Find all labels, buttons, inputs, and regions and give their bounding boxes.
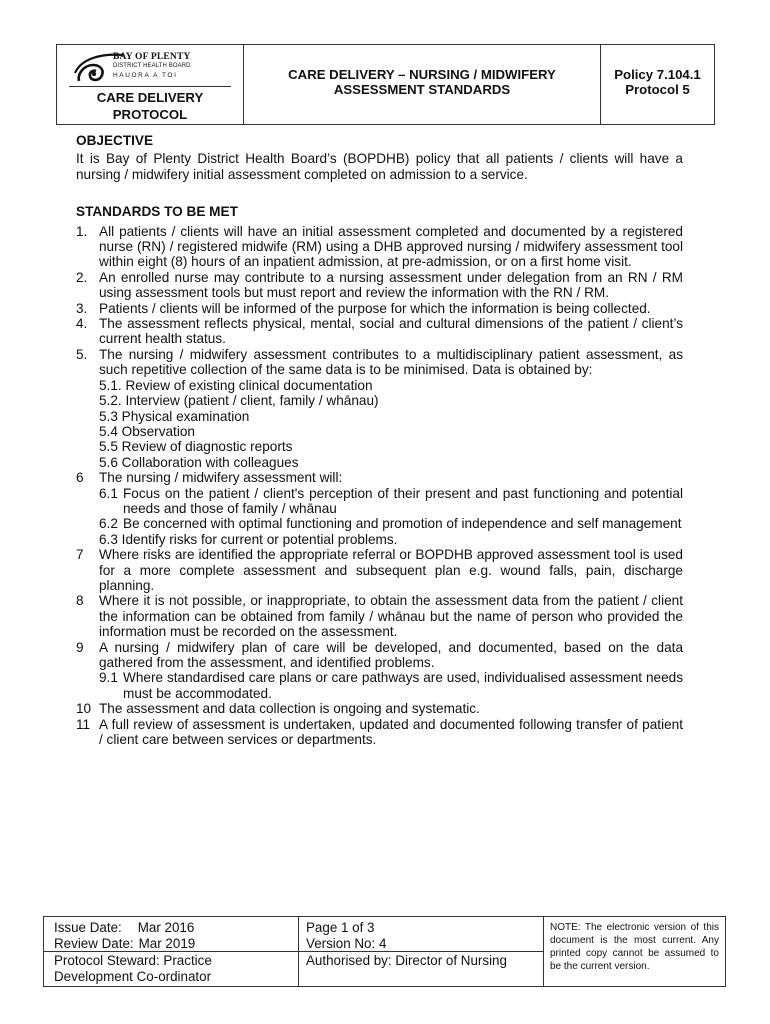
document-title-line-2: ASSESSMENT STANDARDS [333, 82, 511, 97]
sub-item [99, 670, 683, 701]
review-date-value: Mar 2019 [138, 935, 196, 951]
sub-item: 6.3 Identify risks for current or potential problems. [99, 531, 398, 547]
version-number: Version No: 4 [306, 935, 387, 951]
review-date-row [54, 936, 298, 952]
document-title [244, 45, 601, 124]
policy-number: Policy 7.104.1 [614, 67, 701, 82]
logo-line-3: HAUORA A TOI [113, 72, 178, 79]
issue-date-label: Issue Date: [54, 920, 122, 935]
document-title-line-1: CARE DELIVERY – NURSING / MIDWIFERY [288, 67, 556, 82]
logo-line-2: DISTRICT HEALTH BOARD [113, 63, 191, 69]
item-number: 8 [76, 593, 84, 609]
item-text: A nursing / midwifery plan of care will be developed, and documented, based on the data gathered from the assessment, and identified problems. [99, 639, 683, 670]
header-left-cell [57, 45, 244, 124]
footer-dates [44, 917, 298, 951]
item-text: Patients / clients will be informed of the purpose for which the information is being collected. [99, 300, 651, 316]
sub-item-number: 9.1 [99, 670, 118, 686]
footer-note: NOTE: The electronic version of this document is the most current. Any printed copy cannot be assumed to be the current version. [550, 922, 719, 972]
sub-item: 5.2. Interview (patient / client, family / whānau) [99, 393, 379, 409]
sub-item [99, 516, 683, 531]
steward-line-1: Protocol Steward: Practice [54, 953, 212, 968]
footer-steward [44, 951, 298, 984]
item-number: 5. [76, 346, 88, 362]
standards-heading: STANDARDS TO BE MET [76, 204, 238, 220]
item-number: 4. [76, 316, 88, 332]
sub-item: 5.3 Physical examination [99, 408, 250, 424]
item-number: 2. [76, 269, 88, 285]
logo-text [113, 53, 191, 80]
standard-item-6 [76, 470, 683, 547]
standard-item-3 [76, 301, 683, 316]
logo-line-1: BAY OF PLENTY [113, 52, 191, 62]
item-text: A full review of assessment is undertaken, updated and documented following transfer of patient / client care between services or departments. [99, 716, 683, 748]
document-type-line-2: PROTOCOL [112, 107, 188, 122]
sub-item: 5.4 Observation [99, 423, 195, 439]
footer-version-cell [299, 917, 544, 986]
standard-item-1 [76, 224, 683, 270]
item-text: Where risks are identified the appropriate referral or BOPDHB approved assessment tool is used for a more complete assessment and subsequent plan e.g. wound falls, pain, discharge planning. [99, 547, 683, 593]
sub-item: 5.5 Review of diagnostic reports [99, 439, 293, 455]
standard-item-9 [76, 640, 683, 702]
steward-line-2: Development Co-ordinator [54, 968, 212, 984]
sub-list [99, 486, 683, 548]
item-text: The nursing / midwifery assessment will: [99, 470, 343, 486]
issue-date-value: Mar 2016 [137, 920, 195, 935]
sub-item: 5.6 Collaboration with colleagues [99, 454, 299, 470]
policy-reference [601, 45, 714, 124]
item-text: The assessment reflects physical, mental, social and cultural dimensions of the patient / client’s current health status. [99, 316, 683, 347]
protocol-number: Protocol 5 [625, 82, 690, 97]
issue-date-row [54, 920, 298, 936]
sub-list [99, 670, 683, 701]
sub-item: 5.1. Review of existing clinical documentation [99, 377, 373, 393]
authorised-by: Authorised by: Director of Nursing [306, 953, 507, 968]
document-body [76, 133, 683, 747]
header-left-divider [69, 86, 231, 87]
item-text: The assessment and data collection is ongoing and systematic. [99, 701, 480, 717]
standards-list [76, 224, 683, 748]
standard-item-8 [76, 593, 683, 639]
sub-item-text: Be concerned with optimal functioning and promotion of independence and self management [123, 516, 682, 532]
item-number: 6 [76, 470, 84, 486]
sub-item-number: 6.1 [99, 485, 118, 501]
footer-authorised [299, 951, 543, 969]
footer-version [299, 917, 543, 951]
sub-list [99, 378, 683, 470]
item-number: 11 [76, 716, 91, 732]
item-text: All patients / clients will have an initial assessment completed and documented by a registered nurse (RN) / registered midwife (RM) using a DHB approved nursing / midwifery assessment tool within eight (8) hours of an inpatient admission, at pre-admission, or on a first home visit. [99, 223, 683, 270]
item-number: 3. [76, 300, 88, 316]
sub-item-text: Focus on the patient / client's perception of their present and past functioning and potential needs and those of family / whānau [123, 485, 683, 516]
standard-item-5 [76, 347, 683, 470]
document-header [56, 44, 715, 125]
objective-heading: OBJECTIVE [76, 133, 154, 148]
standard-item-10 [76, 701, 683, 716]
item-text: An enrolled nurse may contribute to a nursing assessment under delegation from an RN / RM using assessment tools but must report and review the information with the RN / RM. [99, 269, 683, 301]
standard-item-11 [76, 717, 683, 748]
sub-item [99, 486, 683, 517]
document-footer [43, 916, 726, 987]
document-type-line-1: CARE DELIVERY [96, 90, 204, 105]
footer-dates-cell [44, 917, 299, 986]
sub-item-number: 6.2 [99, 516, 118, 532]
item-text: The nursing / midwifery assessment contributes to a multidisciplinary patient assessment, as such repetitive collection of the same data is to be minimised. Data is obtained by: [99, 346, 683, 378]
item-number: 1. [76, 223, 88, 239]
standard-item-4 [76, 316, 683, 347]
item-number: 10 [76, 701, 92, 717]
standard-item-7 [76, 547, 683, 593]
document-type [57, 89, 243, 123]
review-date-label: Review Date: [54, 935, 134, 951]
sub-item-text: Where standardised care plans or care pathways are used, individualised assessment needs must be accommodated. [123, 670, 683, 701]
item-text: Where it is not possible, or inappropriate, to obtain the assessment data from the patient / client the information can be obtained from family / whānau but the name of person who provided the information must be recorded on the assessment. [99, 593, 683, 640]
item-number: 7 [76, 547, 84, 563]
page-number: Page 1 of 3 [306, 920, 375, 935]
standard-item-2 [76, 270, 683, 301]
objective-text: It is Bay of Plenty District Health Board’s (BOPDHB) policy that all patients / clients will have a nursing / midwifery initial assessment completed on admission to a service. [76, 151, 683, 182]
item-number: 9 [76, 639, 84, 655]
